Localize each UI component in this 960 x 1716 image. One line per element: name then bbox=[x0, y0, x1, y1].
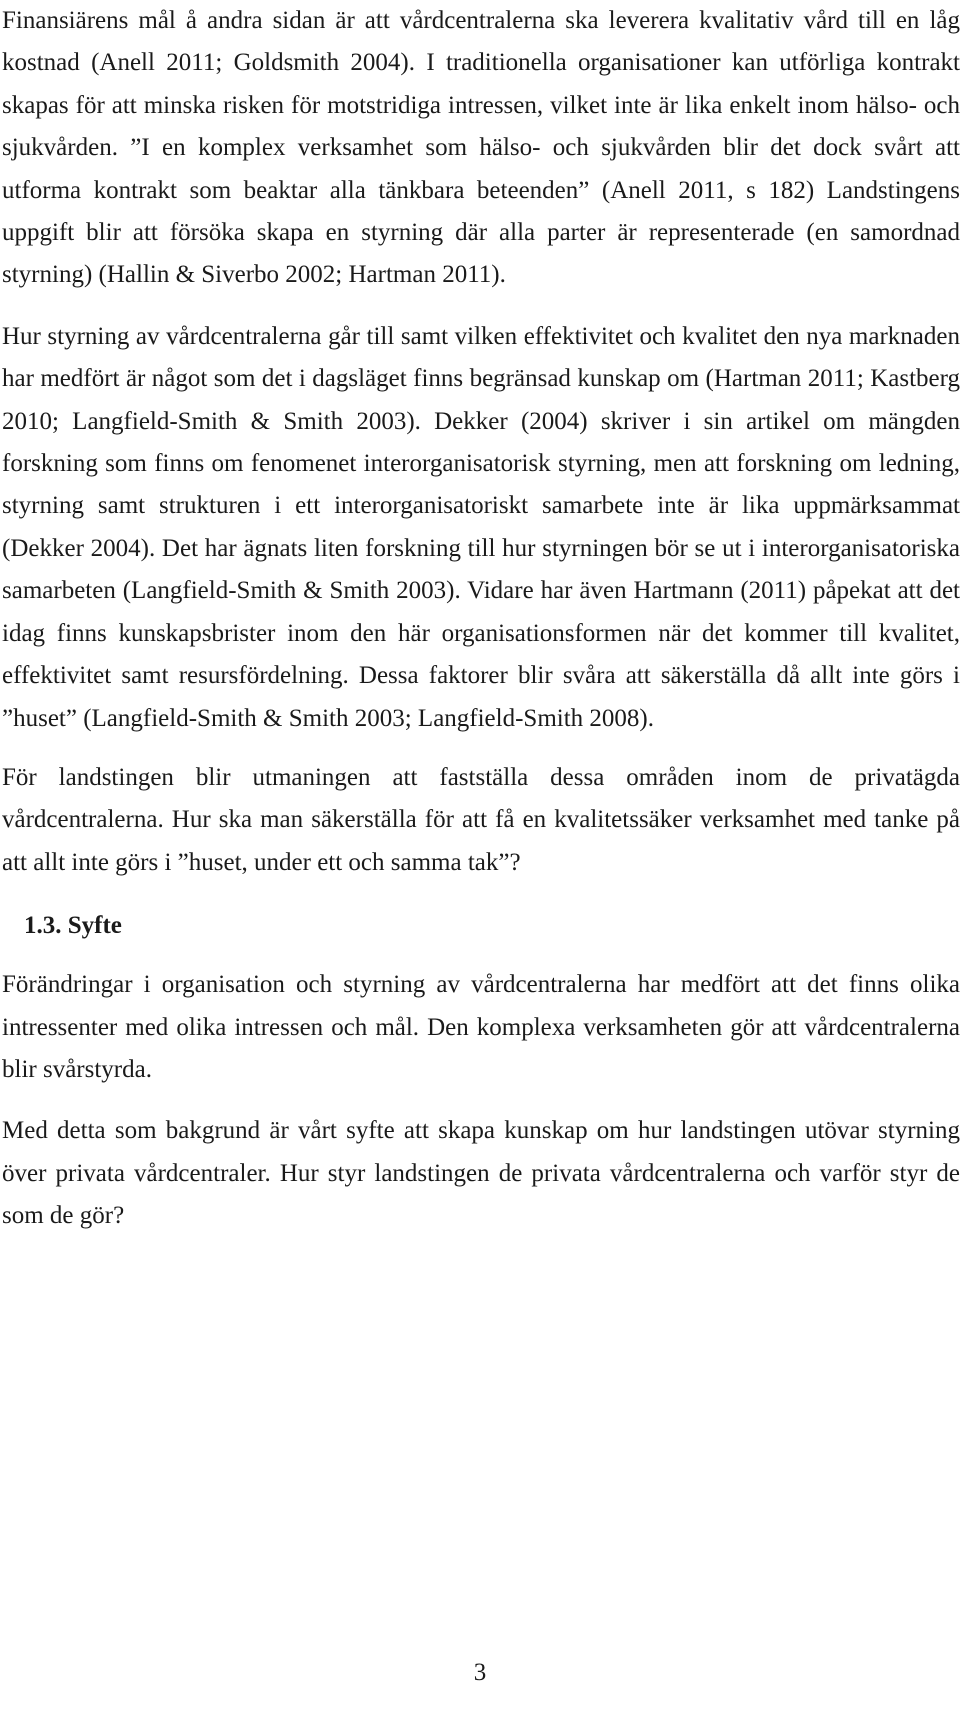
body-paragraph: Finansiärens mål å andra sidan är att vårdcentralerna ska leverera kvalitativ vård till en låg kostnad (Anell 2011; Goldsmith 2004). I traditionella organisationer kan utförliga kontrakt skapas för att minska risken för motstridiga intressen, vilket inte är lika enkelt inom hälso- och sjukvården. ”I en komplex verksamhet som hälso- och sjukvården blir det dock svårt att utforma kontrakt som beaktar alla tänkbara beteenden” (Anell 2011, s 182) Landstingens uppgift blir att försöka skapa en styrning där alla parter är representerade (en samordnad styrning) (Hallin & Siverbo 2002; Hartman 2011). bbox=[2, 7, 960, 289]
section-heading: 1.3. Syfte bbox=[24, 912, 122, 940]
page-number: 3 bbox=[473, 1659, 487, 1686]
page-content bbox=[2, 0, 960, 1238]
section-paragraph: Förändringar i organisation och styrning av vårdcentralerna har medfört att det finns olika intressenter med olika intressen och mål. Den komplexa verksamheten gör att vårdcentralerna blir svårstyrda. bbox=[2, 971, 960, 1083]
body-paragraph: För landstingen blir utmaningen att fastställa dessa områden inom de privatägda vårdcentralerna. Hur ska man säkerställa för att få en kvalitetssäker verksamhet med tanke på att allt inte görs i ”huset, under ett och samma tak”? bbox=[2, 763, 960, 876]
section-paragraph: Med detta som bakgrund är vårt syfte att skapa kunskap om hur landstingen utövar styrning över privata vårdcentraler. Hur styr landstingen de privata vårdcentralerna och varför styr de som de gör? bbox=[2, 1117, 960, 1230]
body-paragraph: Hur styrning av vårdcentralerna går till samt vilken effektivitet och kvalitet den nya marknaden har medfört är något som det i dagsläget finns begränsad kunskap om (Hartman 2011; Kastberg 2010; Langfield-Smith & Smith 2003). Dekker (2004) skriver i sin artikel om mängden forskning som finns om fenomenet interorganisatorisk styrning, men att forskning om ledning, styrning samt strukturen i ett interorganisatoriskt samarbete inte är lika uppmärksammat (Dekker 2004). Det har ägnats liten forskning till hur styrningen bör se ut i interorganisatoriska samarbeten (Langfield-Smith & Smith 2003). Vidare har även Hartmann (2011) påpekat att det idag finns kunskapsbrister inom den här organisationsformen när det kommer till kvalitet, effektivitet samt resursfördelning. Dessa faktorer blir svåra att säkerställa då allt inte görs i ”huset” (Langfield-Smith & Smith 2003; Langfield-Smith 2008). bbox=[2, 322, 960, 732]
